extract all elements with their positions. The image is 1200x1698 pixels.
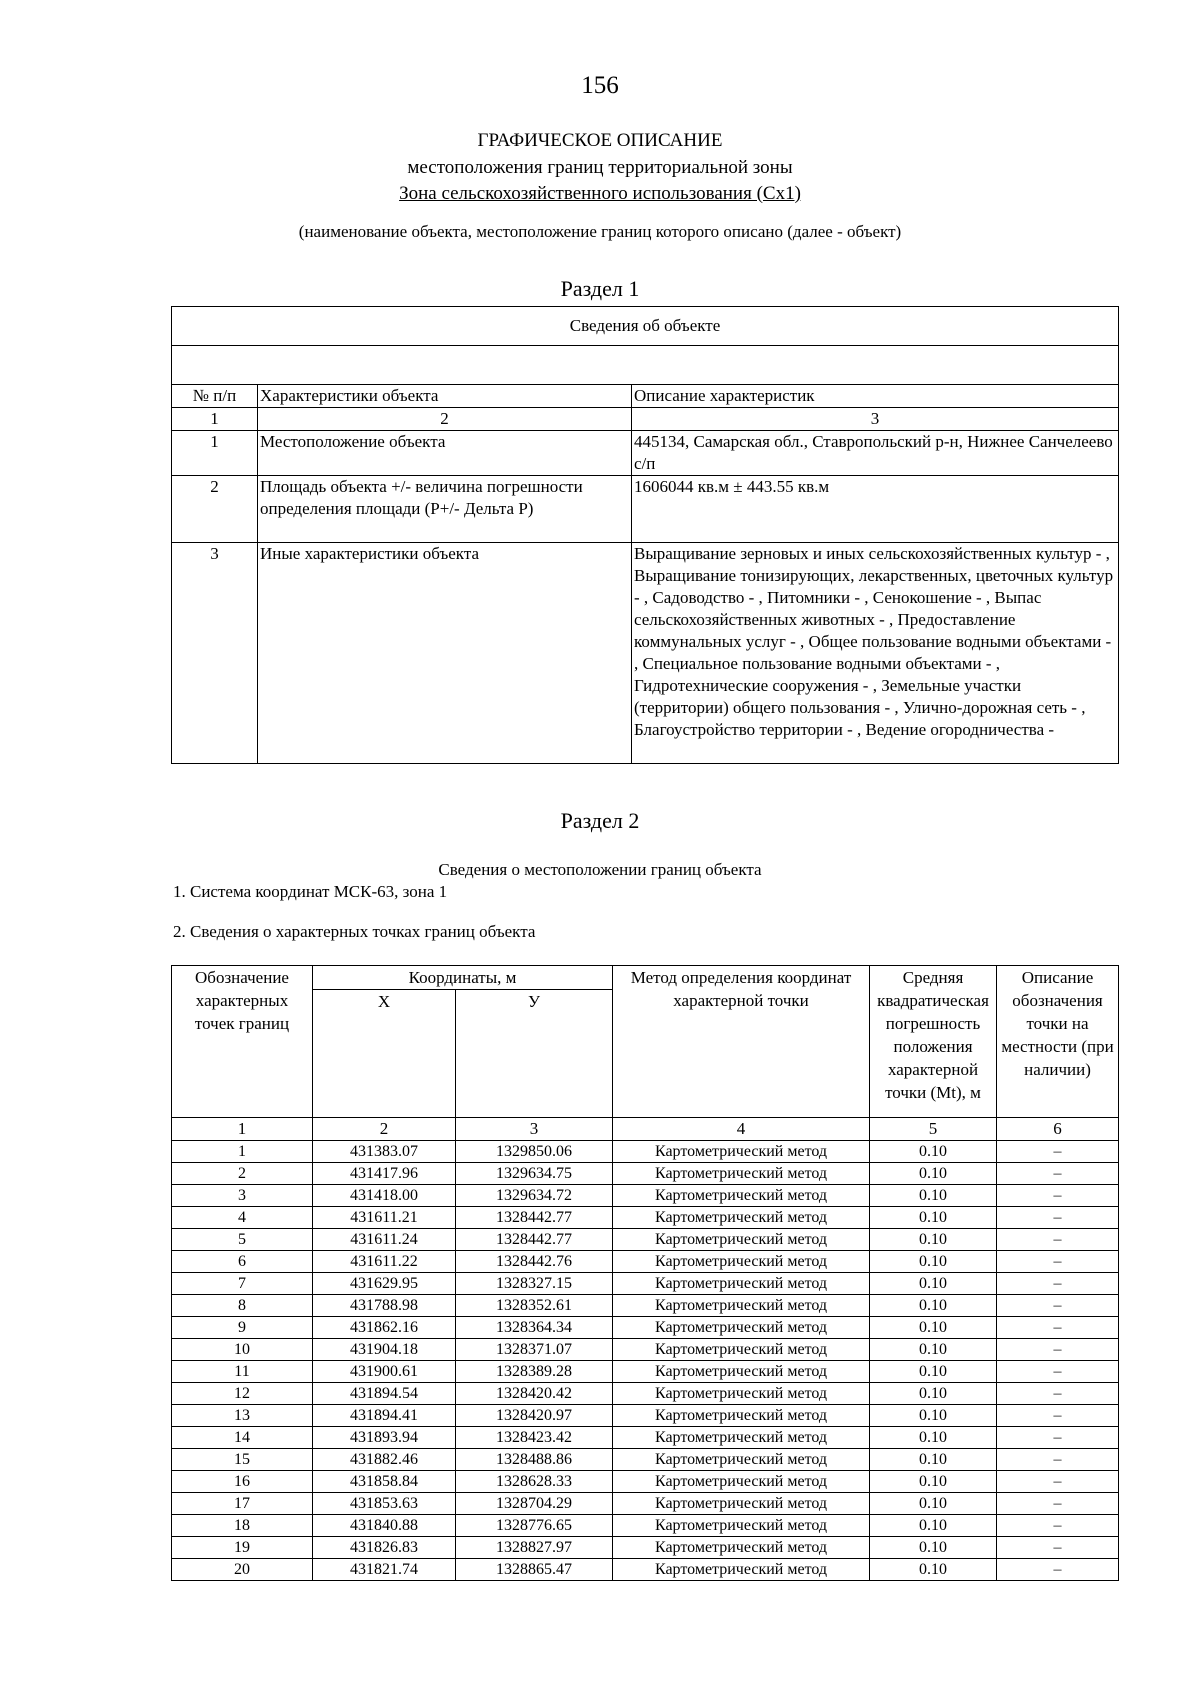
col-number: 1 (172, 1118, 313, 1141)
point-number: 14 (172, 1427, 313, 1449)
point-number: 4 (172, 1207, 313, 1229)
point-number: 3 (172, 1185, 313, 1207)
point-description: – (997, 1559, 1119, 1581)
coord-x: 431900.61 (313, 1361, 456, 1383)
coord-x: 431893.94 (313, 1427, 456, 1449)
table-row (172, 1515, 1119, 1537)
point-number: 1 (172, 1141, 313, 1163)
coord-x: 431611.22 (313, 1251, 456, 1273)
coord-y: 1329634.75 (456, 1163, 613, 1185)
col-number: 3 (632, 408, 1119, 431)
mean-error: 0.10 (870, 1383, 997, 1405)
section2-caption: Сведения о местоположении границ объекта (438, 860, 762, 879)
document-subtitle: местоположения границ территориальной зоны (407, 157, 793, 178)
empty-row (172, 346, 1119, 385)
method: Картометрический метод (613, 1493, 870, 1515)
table-row (172, 1295, 1119, 1317)
mean-error: 0.10 (870, 1207, 997, 1229)
header-y: У (456, 990, 613, 1118)
coord-x: 431904.18 (313, 1339, 456, 1361)
coord-x: 431826.83 (313, 1537, 456, 1559)
method: Картометрический метод (613, 1537, 870, 1559)
point-description: – (997, 1295, 1119, 1317)
coord-y: 1328420.97 (456, 1405, 613, 1427)
coord-y: 1328442.76 (456, 1251, 613, 1273)
header-point: Обозначение характерных точек границ (172, 966, 313, 1118)
column-number-row (172, 408, 1119, 431)
coord-x: 431383.07 (313, 1141, 456, 1163)
point-number: 13 (172, 1405, 313, 1427)
method: Картометрический метод (613, 1361, 870, 1383)
coord-x: 431417.96 (313, 1163, 456, 1185)
table-row (172, 1185, 1119, 1207)
table-row (172, 1427, 1119, 1449)
point-number: 15 (172, 1449, 313, 1471)
coord-y: 1328364.34 (456, 1317, 613, 1339)
table-row (172, 1383, 1119, 1405)
method: Картометрический метод (613, 1229, 870, 1251)
mean-error: 0.10 (870, 1515, 997, 1537)
points-heading: 2. Сведения о характерных точках границ объекта (173, 922, 536, 941)
table-row (172, 1317, 1119, 1339)
method: Картометрический метод (613, 1449, 870, 1471)
mean-error: 0.10 (870, 1317, 997, 1339)
coord-y: 1328352.61 (456, 1295, 613, 1317)
point-description: – (997, 1383, 1119, 1405)
row-characteristic: Площадь объекта +/- величина погрешности определения площади (Р+/- Дельта Р) (258, 476, 632, 543)
col-number: 2 (313, 1118, 456, 1141)
method: Картометрический метод (613, 1383, 870, 1405)
table-row (172, 1207, 1119, 1229)
table-row (172, 1339, 1119, 1361)
point-description: – (997, 1163, 1119, 1185)
point-number: 20 (172, 1559, 313, 1581)
method: Картометрический метод (613, 1295, 870, 1317)
coord-y: 1329634.72 (456, 1185, 613, 1207)
coord-y: 1328442.77 (456, 1229, 613, 1251)
mean-error: 0.10 (870, 1493, 997, 1515)
point-description: – (997, 1449, 1119, 1471)
point-description: – (997, 1207, 1119, 1229)
coord-x: 431611.24 (313, 1229, 456, 1251)
coord-y: 1328442.77 (456, 1207, 613, 1229)
col-number: 3 (456, 1118, 613, 1141)
point-description: – (997, 1493, 1119, 1515)
table-caption-row (172, 307, 1119, 346)
coord-x: 431894.41 (313, 1405, 456, 1427)
row-description: Выращивание зерновых и иных сельскохозяйственных культур - , Выращивание тонизирующих, лекарственных, цветочных культур - , Садоводство - , Питомники - , Сенокошение - , Выпас сельскохозяйственных животных - , Предоставление коммунальных услуг - , Общее пользование водными объектами - , Специальное пользование водными объектами - , Гидротехнические сооружения - , Земельные участки (территории) общего пользования - , Улично-дорожная сеть - , Благоустройство территории - , Ведение огородничества - (632, 543, 1119, 764)
point-description: – (997, 1185, 1119, 1207)
table-row (172, 1141, 1119, 1163)
mean-error: 0.10 (870, 1559, 997, 1581)
coord-x: 431894.54 (313, 1383, 456, 1405)
header-method: Метод определения координат характерной точки (613, 966, 870, 1118)
table-caption: Сведения об объекте (172, 307, 1119, 346)
empty-cell (172, 346, 1119, 385)
coordinate-system: 1. Система координат МСК-63, зона 1 (173, 882, 448, 901)
row-description: 445134, Самарская обл., Ставропольский р-н, Нижнее Санчелеево с/п (632, 431, 1119, 476)
row-number: 1 (172, 431, 258, 476)
coord-y: 1328371.07 (456, 1339, 613, 1361)
coord-x: 431858.84 (313, 1471, 456, 1493)
mean-error: 0.10 (870, 1185, 997, 1207)
table-row (172, 1449, 1119, 1471)
points-table (171, 965, 1119, 1581)
point-number: 10 (172, 1339, 313, 1361)
row-characteristic: Иные характеристики объекта (258, 543, 632, 764)
point-description: – (997, 1471, 1119, 1493)
col-number: 1 (172, 408, 258, 431)
method: Картометрический метод (613, 1317, 870, 1339)
method: Картометрический метод (613, 1559, 870, 1581)
point-description: – (997, 1537, 1119, 1559)
point-number: 2 (172, 1163, 313, 1185)
coord-x: 431821.74 (313, 1559, 456, 1581)
table-row (172, 1537, 1119, 1559)
page-number: 156 (581, 72, 619, 99)
point-number: 6 (172, 1251, 313, 1273)
mean-error: 0.10 (870, 1537, 997, 1559)
table-row (172, 431, 1119, 476)
coord-x: 431418.00 (313, 1185, 456, 1207)
point-description: – (997, 1515, 1119, 1537)
table-row (172, 1559, 1119, 1581)
header-row (172, 385, 1119, 408)
table-row (172, 543, 1119, 764)
row-number: 3 (172, 543, 258, 764)
header-x: Х (313, 990, 456, 1118)
table-row (172, 476, 1119, 543)
method: Картометрический метод (613, 1471, 870, 1493)
coord-y: 1328423.42 (456, 1427, 613, 1449)
points-body (172, 1141, 1119, 1581)
mean-error: 0.10 (870, 1295, 997, 1317)
table-row (172, 1229, 1119, 1251)
point-description: – (997, 1251, 1119, 1273)
header-coords: Координаты, м (313, 966, 613, 990)
section1-title: Раздел 1 (560, 276, 640, 301)
col-number: 2 (258, 408, 632, 431)
point-number: 16 (172, 1471, 313, 1493)
section2-title: Раздел 2 (560, 808, 640, 833)
method: Картометрический метод (613, 1339, 870, 1361)
point-number: 9 (172, 1317, 313, 1339)
coord-y: 1328389.28 (456, 1361, 613, 1383)
coord-x: 431629.95 (313, 1273, 456, 1295)
coord-x: 431862.16 (313, 1317, 456, 1339)
mean-error: 0.10 (870, 1427, 997, 1449)
column-number-row (172, 1118, 1119, 1141)
coord-y: 1328865.47 (456, 1559, 613, 1581)
point-number: 7 (172, 1273, 313, 1295)
point-description: – (997, 1317, 1119, 1339)
table-row (172, 1163, 1119, 1185)
coord-y: 1328488.86 (456, 1449, 613, 1471)
mean-error: 0.10 (870, 1405, 997, 1427)
coord-y: 1328420.42 (456, 1383, 613, 1405)
zone-note: (наименование объекта, местоположение границ которого описано (далее - объект) (298, 222, 902, 241)
point-number: 12 (172, 1383, 313, 1405)
method: Картометрический метод (613, 1141, 870, 1163)
method: Картометрический метод (613, 1515, 870, 1537)
mean-error: 0.10 (870, 1229, 997, 1251)
col-number: 6 (997, 1118, 1119, 1141)
col-number: 4 (613, 1118, 870, 1141)
zone-name-line (0, 183, 1200, 205)
point-description: – (997, 1273, 1119, 1295)
method: Картометрический метод (613, 1251, 870, 1273)
row-number: 2 (172, 476, 258, 543)
method: Картометрический метод (613, 1273, 870, 1295)
coord-x: 431853.63 (313, 1493, 456, 1515)
table-row (172, 1405, 1119, 1427)
coord-x: 431840.88 (313, 1515, 456, 1537)
point-number: 8 (172, 1295, 313, 1317)
coord-x: 431882.46 (313, 1449, 456, 1471)
point-description: – (997, 1405, 1119, 1427)
mean-error: 0.10 (870, 1273, 997, 1295)
coord-y: 1328704.29 (456, 1493, 613, 1515)
method: Картометрический метод (613, 1427, 870, 1449)
header-row (172, 966, 1119, 990)
point-number: 5 (172, 1229, 313, 1251)
header-description: Описание характеристик (632, 385, 1119, 408)
table-row (172, 1493, 1119, 1515)
table-row (172, 1361, 1119, 1383)
mean-error: 0.10 (870, 1361, 997, 1383)
coord-y: 1328827.97 (456, 1537, 613, 1559)
point-description: – (997, 1361, 1119, 1383)
point-number: 19 (172, 1537, 313, 1559)
header-description: Описание обозначения точки на местности (при наличии) (997, 966, 1119, 1118)
row-characteristic: Местоположение объекта (258, 431, 632, 476)
table-row (172, 1251, 1119, 1273)
table-row (172, 1273, 1119, 1295)
col-number: 5 (870, 1118, 997, 1141)
mean-error: 0.10 (870, 1339, 997, 1361)
point-description: – (997, 1141, 1119, 1163)
mean-error: 0.10 (870, 1251, 997, 1273)
point-number: 18 (172, 1515, 313, 1537)
coord-y: 1328628.33 (456, 1471, 613, 1493)
method: Картометрический метод (613, 1405, 870, 1427)
coord-x: 431611.21 (313, 1207, 456, 1229)
header-error: Средняя квадратическая погрешность положения характерной точки (Mt), м (870, 966, 997, 1118)
point-number: 17 (172, 1493, 313, 1515)
point-description: – (997, 1427, 1119, 1449)
coord-y: 1329850.06 (456, 1141, 613, 1163)
mean-error: 0.10 (870, 1141, 997, 1163)
method: Картометрический метод (613, 1163, 870, 1185)
header-characteristic: Характеристики объекта (258, 385, 632, 408)
header-number: № п/п (172, 385, 258, 408)
table-row (172, 1471, 1119, 1493)
object-info-table (171, 306, 1119, 764)
method: Картометрический метод (613, 1185, 870, 1207)
document-title: ГРАФИЧЕСКОЕ ОПИСАНИЕ (477, 130, 723, 151)
coord-y: 1328776.65 (456, 1515, 613, 1537)
mean-error: 0.10 (870, 1163, 997, 1185)
mean-error: 0.10 (870, 1471, 997, 1493)
method: Картометрический метод (613, 1207, 870, 1229)
point-number: 11 (172, 1361, 313, 1383)
row-description: 1606044 кв.м ± 443.55 кв.м (632, 476, 1119, 543)
point-description: – (997, 1229, 1119, 1251)
point-description: – (997, 1339, 1119, 1361)
coord-y: 1328327.15 (456, 1273, 613, 1295)
mean-error: 0.10 (870, 1449, 997, 1471)
zone-name: Зона сельскохозяйственного использования (Сх1) (399, 183, 801, 204)
coord-x: 431788.98 (313, 1295, 456, 1317)
